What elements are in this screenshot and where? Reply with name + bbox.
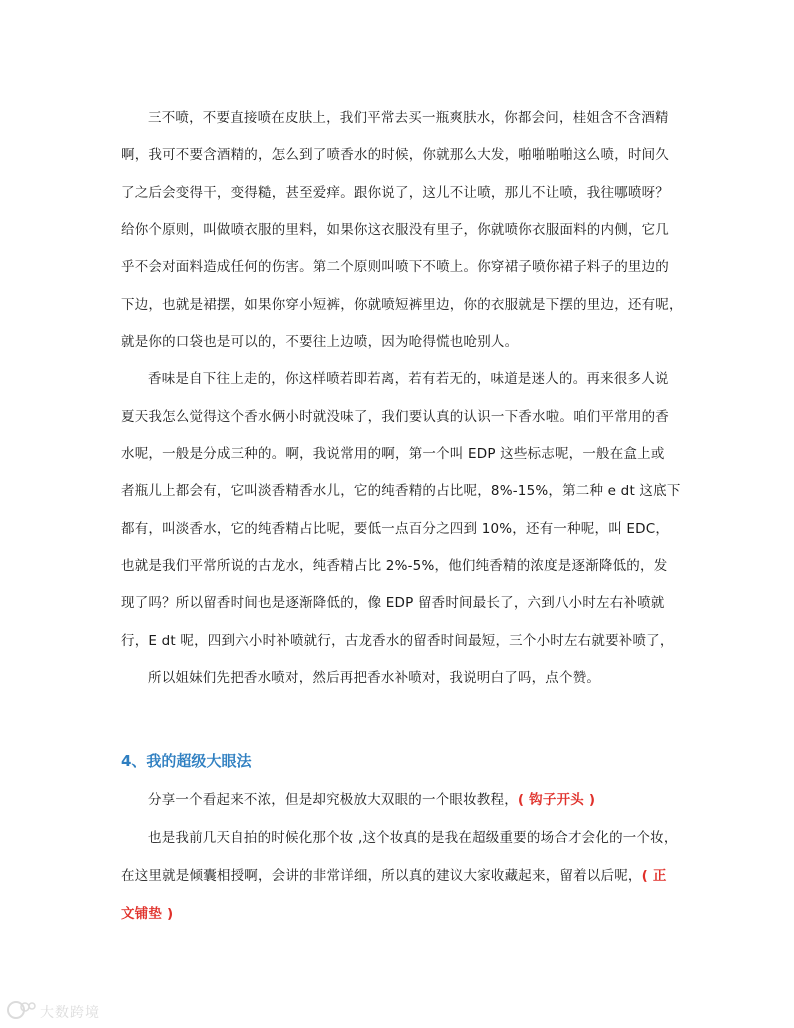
paragraph-text: 在这里就是倾囊相授啊，会讲的非常详细，所以真的建议大家收藏起来，留着以后呢， xyxy=(121,868,642,884)
paragraph-line: 了之后会变得干，变得糙，甚至爱痒。跟你说了，这儿不让喷，那儿不让喷，我往哪喷呀？ xyxy=(121,185,669,201)
paragraph-line: 给你个原则，叫做喷衣服的里料，如果你这衣服没有里子，你就喷你衣服面料的内侧，它几 xyxy=(121,222,669,238)
paragraph-text: 分享一个看起来不浓，但是却究极放大双眼的一个眼妆教程， xyxy=(148,792,518,808)
paragraph-line: 下边，也就是裙摆，如果你穿小短裤，你就喷短裤里边，你的衣服就是下摆的里边，还有呢， xyxy=(121,297,683,313)
paragraph-line: 啊，我可不要含酒精的，怎么到了喷香水的时候，你就那么大发，啪啪啪啪这么喷，时间久 xyxy=(121,147,669,163)
brand-logo-icon xyxy=(6,1000,36,1024)
paragraph-line: 也是我前几天自拍的时候化那个妆 ,这个妆真的是我在超级重要的场合才会化的一个妆， xyxy=(148,830,678,846)
paragraph-line: 都有，叫淡香水，它的纯香精占比呢，要低一点百分之四到 10%，还有一种呢，叫 EDC， xyxy=(121,521,670,537)
annotation-tag: ( 钩子开头 ) xyxy=(517,792,596,808)
paragraph-line: 乎不会对面料造成任何的伤害。第二个原则叫喷下不喷上。你穿裙子喷你裙子料子的里边的 xyxy=(121,259,669,275)
paragraph-line: 也就是我们平常所说的古龙水，纯香精占比 2%-5%，他们纯香精的浓度是逐渐降低的，发 xyxy=(121,558,668,574)
paragraph-line xyxy=(121,866,681,886)
paragraph-line: 夏天我怎么觉得这个香水俩小时就没味了，我们要认真的认识一下香水啦。咱们平常用的香 xyxy=(121,409,669,425)
paragraph-line: 行，E dt 呢，四到六小时补喷就行，古龙香水的留香时间最短，三个小时左右就要补喷了， xyxy=(121,633,674,649)
watermark xyxy=(6,1000,100,1024)
paragraph-line xyxy=(121,904,681,924)
annotation-tag: ( 正 xyxy=(641,868,667,884)
paragraph-line: 者瓶儿上都会有，它叫淡香精香水儿，它的纯香精的占比呢，8%-15%，第二种 e dt 这底下 xyxy=(121,483,681,499)
section-heading: 4、我的超级大眼法 xyxy=(121,752,252,770)
paragraph-line: 现了吗？所以留香时间也是逐渐降低的，像 EDP 留香时间最长了，六到八小时左右补喷就 xyxy=(121,595,665,611)
paragraph-line: 香味是自下往上走的，你这样喷若即若离，若有若无的，味道是迷人的。再来很多人说 xyxy=(148,371,669,387)
watermark-text: 大数跨境 xyxy=(40,1005,100,1021)
paragraph-line: 水呢，一般是分成三种的。啊，我说常用的啊，第一个叫 EDP 这些标志呢，一般在盒上或 xyxy=(121,446,665,462)
paragraph-line xyxy=(148,790,708,810)
annotation-tag: 文铺垫 ) xyxy=(121,906,174,922)
paragraph-line: 三不喷，不要直接喷在皮肤上，我们平常去买一瓶爽肤水，你都会问，桂姐含不含酒精 xyxy=(148,110,669,126)
paragraph-line: 所以姐妹们先把香水喷对，然后再把香水补喷对，我说明白了吗，点个赞。 xyxy=(148,670,601,686)
paragraph-line: 就是你的口袋也是可以的，不要往上边喷，因为呛得慌也呛别人。 xyxy=(121,334,519,350)
